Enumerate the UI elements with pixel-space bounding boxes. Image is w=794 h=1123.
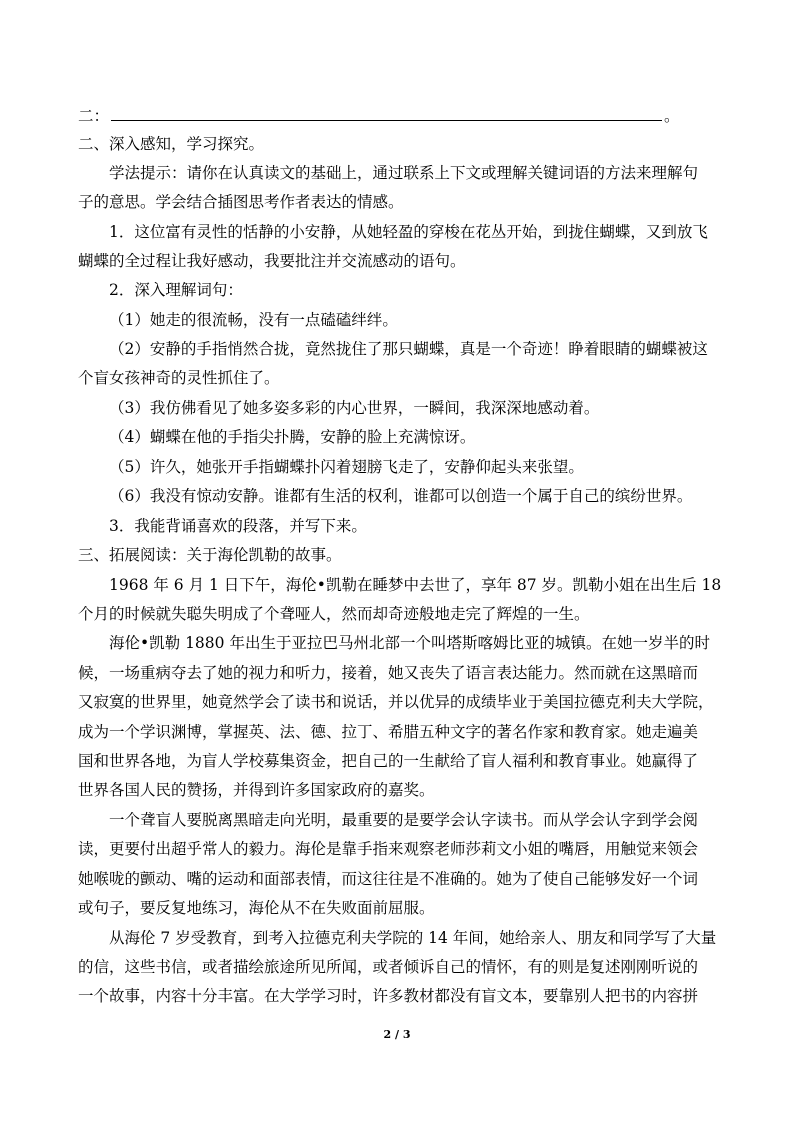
reading-p2-line-1: 海伦•凯勒 1880 年出生于亚拉巴马州北部一个叫塔斯喀姆比亚的城镇。在她一岁半的时: [109, 634, 710, 652]
sentence-3: （3）我仿佛看见了她多姿多彩的内心世界，一瞬间，我深深地感动着。: [109, 399, 600, 417]
reading-p4-line-1: 从海伦 7 岁受教育，到考入拉德克利夫学院的 14 年间，她给亲人、朋友和同学写了大量: [109, 929, 717, 947]
sentence-2-line-2: 个盲女孩神奇的灵性抓住了。: [78, 369, 280, 387]
page-number: 2 / 3: [383, 1028, 411, 1041]
reading-p2-line-2: 候，一场重病夺去了她的视力和听力，接着，她又丧失了语言表达能力。然而就在这黑暗而: [78, 664, 699, 682]
reading-p3-line-1: 一个聋盲人要脱离黑暗走向光明，最重要的是要学会认字读书。而从学会认字到学会阅: [109, 811, 699, 829]
sentence-4: （4）蝴蝶在他的手指尖扑腾，安静的脸上充满惊讶。: [109, 428, 476, 446]
reading-p2-line-3: 又寂寞的世界里，她竟然学会了读书和说话，并以优异的成绩毕业于美国拉德克利夫大学院，: [78, 693, 714, 711]
sentence-5: （5）许久，她张开手指蝴蝶扑闪着翅膀飞走了，安静仰起头来张望。: [109, 458, 584, 476]
reading-p1-line-1: 1968 年 6 月 1 日下午，海伦•凯勒在睡梦中去世了，享年 87 岁。凯勒小姐在出生后 18: [109, 576, 722, 594]
answer-line: [78, 106, 723, 126]
study-tip-line-2: 子的意思。学会结合插图思考作者表达的情感。: [78, 193, 404, 211]
sentence-2-line-1: （2）安静的手指悄然合拢，竟然拢住了那只蝴蝶，真是一个奇迹！睁着眼睛的蝴蝶被这: [109, 340, 708, 358]
answer-blank: [111, 108, 662, 121]
reading-p3-line-3: 她喉咙的颤动、嘴的运动和面部表情，而这往往是不准确的。她为了使自己能够发好一个词: [78, 870, 699, 888]
reading-p2-line-5: 国和世界各地，为盲人学校募集资金，把自己的一生献给了盲人福利和教育事业。她赢得了: [78, 752, 699, 770]
section-heading-2: 二、深入感知，学习探究。: [78, 135, 265, 153]
task-3: 3．我能背诵喜欢的段落，并写下来。: [109, 517, 367, 535]
reading-p3-line-2: 读，更要付出超乎常人的毅力。海伦是靠手指来观察老师莎莉文小姐的嘴唇，用触觉来领会: [78, 840, 699, 858]
reading-p4-line-2: 的信，这些书信，或者描绘旅途所见所闻，或者倾诉自己的情怀，有的则是复述刚刚听说的: [78, 958, 699, 976]
task-1-line-1: 1．这位富有灵性的恬静的小安静，从她轻盈的穿梭在花丛开始，到拢住蝴蝶，又到放飞: [109, 223, 708, 241]
reading-p1-line-2: 个月的时候就失聪失明成了个聋哑人，然而却奇迹般地走完了辉煌的一生。: [78, 605, 590, 623]
study-tip-line-1: 学法提示：请你在认真读文的基础上，通过联系上下文或理解关键词语的方法来理解句: [109, 164, 699, 182]
reading-p4-line-3: 一个故事，内容十分丰富。在大学学习时，许多教材都没有盲文本，要靠别人把书的内容拼: [78, 987, 699, 1005]
answer-line-prefix: 二：: [78, 107, 110, 125]
task-2-heading: 2．深入理解词句：: [109, 281, 243, 299]
reading-p2-line-6: 世界各国人民的赞扬，并得到许多国家政府的嘉奖。: [78, 781, 435, 799]
sentence-6: （6）我没有惊动安静。谁都有生活的权利，谁都可以创造一个属于自己的缤纷世界。: [109, 487, 693, 505]
sentence-1: （1）她走的很流畅，没有一点磕磕绊绊。: [109, 311, 398, 329]
reading-p3-line-4: 或句子，要反复地练习，海伦从不在失败面前屈服。: [78, 899, 435, 917]
reading-p2-line-4: 成为一个学识渊博，掌握英、法、德、拉丁、希腊五种文字的著名作家和教育家。她走遍美: [78, 723, 699, 741]
task-1-line-2: 蝴蝶的全过程让我好感动，我要批注并交流感动的语句。: [78, 252, 466, 270]
section-heading-3: 三、拓展阅读：关于海伦凯勒的故事。: [78, 546, 342, 564]
answer-line-suffix: 。: [664, 107, 680, 125]
